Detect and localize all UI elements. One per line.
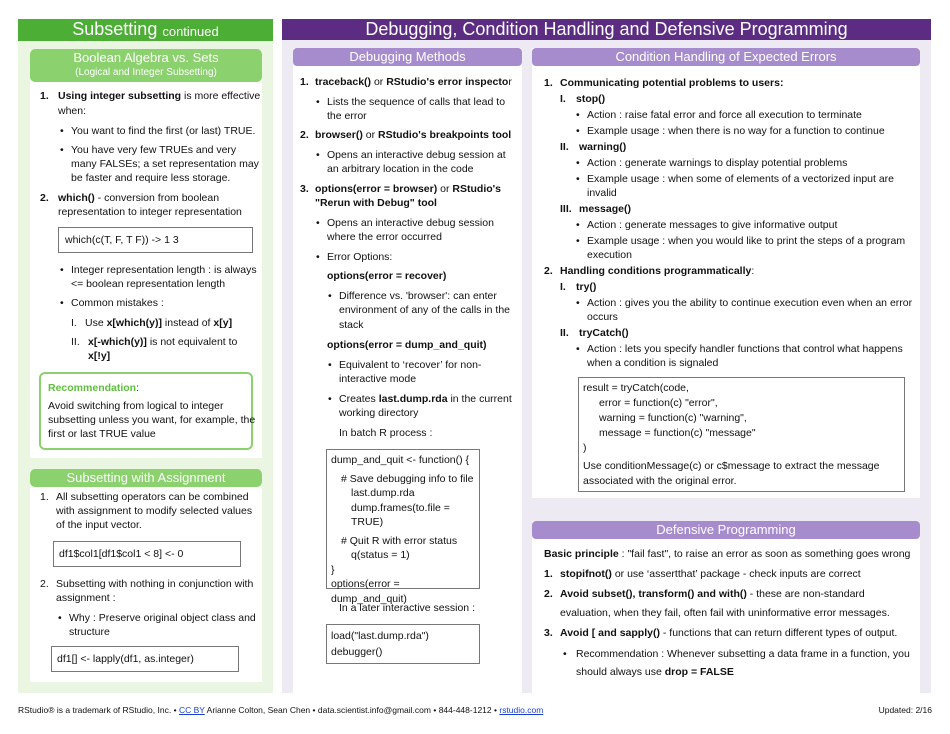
stop-bullet-2: Example usage : when there is no way for a function to continue	[587, 125, 885, 137]
recommendation-line-1: Avoid switching from logical to integer	[48, 400, 224, 412]
debug-item-2-bullet-l2: an arbitrary location in the code	[327, 163, 474, 175]
assign-item-2-l2: assignment :	[56, 592, 116, 604]
code-line: warning = function(c) "warning",	[599, 412, 747, 424]
bullet: •	[316, 149, 320, 161]
boolean-header-sub: (Logical and Integer Subsetting)	[75, 67, 217, 78]
message-num: III.	[560, 203, 572, 215]
option-recover-bullet: Difference vs. 'browser': can enter	[339, 290, 497, 302]
bullet: •	[60, 264, 64, 276]
dump-code-box	[326, 449, 480, 605]
recommendation-line-3: first or last TRUE value	[48, 428, 156, 440]
stop-num: I.	[560, 93, 566, 105]
bullet: •	[328, 359, 332, 371]
warning-bullet-2: Example usage : when some of elements of a vectorized input are	[587, 173, 895, 185]
bullet: •	[576, 173, 580, 185]
bullet: •	[576, 343, 580, 355]
debug-item-3-bullet-1: Opens an interactive debug session	[327, 217, 494, 229]
code-line: dump_and_quit <- function() {	[331, 454, 470, 466]
which-code-box	[58, 227, 253, 253]
assign-code-box-1: df1$col1[df1$col1 < 8] <- 0	[53, 541, 241, 567]
later-label: In a later interactive session :	[339, 602, 475, 614]
rstudio-link[interactable]: rstudio.com	[499, 705, 544, 715]
bullet: •	[576, 297, 580, 309]
cond-section-2: Handling conditions programmatically:	[560, 265, 755, 277]
defensive-item-1-num: 1.	[544, 568, 553, 580]
code-note-l2: associated with the original error.	[583, 475, 737, 487]
footer-updated: Updated: 2/16	[878, 705, 932, 715]
try-bullet-l2: occurs	[587, 311, 618, 323]
debug-item-1-bullet-l2: the error	[327, 110, 367, 122]
boolean-bullet-2-l2: many FALSEs; a set representation may	[71, 158, 259, 170]
mistake-2-num: II.	[71, 336, 80, 348]
footer-phone: 844-448-1212	[438, 705, 492, 715]
code-line: result = tryCatch(code,	[583, 382, 689, 394]
debug-item-2-num: 2.	[300, 129, 309, 141]
footer-authors: Arianne Colton, Sean Chen	[206, 705, 311, 715]
try-num: I.	[560, 281, 566, 293]
warning-heading: warning()	[579, 141, 627, 153]
debug-header: Debugging Methods	[293, 48, 522, 66]
debug-item-2-bullet: Opens an interactive debug session at	[327, 149, 506, 161]
recommendation-line-2: subsetting unless you want, for example, the	[48, 414, 256, 426]
debugging-title-bar	[282, 19, 931, 41]
option-dump-and-quit: options(error = dump_and_quit)	[327, 339, 487, 351]
cc-by-link[interactable]: CC BY	[178, 705, 205, 715]
bullet: •	[316, 96, 320, 108]
defensive-recommendation-l2: should always use drop = FALSE	[576, 666, 734, 678]
code-line: }	[331, 563, 335, 576]
boolean-header	[30, 49, 262, 82]
mistake-1-text: Use x[which(y)] instead of x[y]	[85, 317, 233, 329]
message-bullet-1: Action : generate messages to give informative output	[587, 219, 838, 231]
defensive-recommendation: Recommendation : Whenever subsetting a data frame in a function, you	[576, 648, 910, 660]
batch-label: In batch R process :	[339, 427, 433, 439]
defensive-item-3: Avoid [ and sapply() - functions that can return different types of output.	[560, 627, 898, 639]
footer	[18, 705, 543, 717]
code-line: debugger()	[331, 646, 383, 658]
bullet: •	[58, 612, 62, 624]
defensive-item-1: stopifnot() or use ‘assertthat’ package - check inputs are correct	[560, 568, 861, 580]
option-dump-bullet-2: Creates last.dump.rda in the current	[339, 393, 512, 405]
mistake-1-num: I.	[71, 317, 77, 329]
warning-bullet-2-l2: invalid	[587, 187, 617, 199]
assign-item-1: All subsetting operators can be combined	[56, 491, 249, 503]
debug-item-3-num: 3.	[300, 183, 309, 195]
option-dump-bullet-1-l2: interactive mode	[339, 373, 417, 385]
option-recover-bullet-l3: stack	[339, 319, 364, 331]
debug-item-3-bullet-1-l2: where the error occurred	[327, 231, 442, 243]
code-line: options(error = dump_and_quit)	[331, 578, 407, 605]
cond-section-2-num: 2.	[544, 265, 553, 277]
assign-item-2-num: 2.	[40, 578, 49, 590]
option-dump-bullet-2-l2: working directory	[339, 407, 419, 419]
defensive-header: Defensive Programming	[532, 521, 920, 539]
mistake-2-line2: x[!y]	[88, 350, 111, 362]
debug-item-3-l2: "Rerun with Debug" tool	[315, 197, 437, 209]
footer-separator: •	[433, 705, 437, 715]
stop-heading: stop()	[576, 93, 606, 105]
trycatch-heading: tryCatch()	[579, 327, 629, 339]
subsetting-title-sub: continued	[162, 23, 219, 39]
trycatch-bullet: Action : lets you specify handler functions that control what happens	[587, 343, 903, 355]
warning-bullet-1: Action : generate warnings to display potential problems	[587, 157, 848, 169]
code-line: last.dump.rda	[351, 487, 415, 499]
try-bullet: Action : gives you the ability to continue execution even when an error	[587, 297, 913, 309]
stop-bullet-1: Action : raise fatal error and force all execution to terminate	[587, 109, 862, 121]
cond-section-1: Communicating potential problems to users:	[560, 77, 784, 89]
assign-bullet-l2: structure	[69, 626, 110, 638]
subsetting-title-bar	[18, 19, 273, 41]
trycatch-code-box	[578, 377, 905, 492]
code-line: error = function(c) "error",	[599, 397, 718, 409]
boolean-item-2-text: which() - conversion from boolean	[58, 192, 220, 204]
code-line: # Save debugging info to file	[341, 472, 474, 485]
message-heading: message()	[579, 203, 631, 215]
condition-header: Condition Handling of Expected Errors	[532, 48, 920, 66]
code-line: dump.frames(to.file = TRUE)	[351, 501, 450, 528]
load-code-box	[326, 624, 480, 664]
boolean-bullet-4: Common mistakes :	[71, 297, 164, 309]
bullet: •	[60, 297, 64, 309]
assign-item-1-l2: with assignment to modify selected values	[56, 505, 253, 517]
trycatch-num: II.	[560, 327, 569, 339]
boolean-header-title: Boolean Algebra vs. Sets	[73, 50, 219, 65]
bullet: •	[576, 109, 580, 121]
defensive-item-3-num: 3.	[544, 627, 553, 639]
boolean-item-2-num: 2.	[40, 192, 49, 204]
bullet: •	[576, 157, 580, 169]
bullet: •	[576, 219, 580, 231]
bullet: •	[60, 144, 64, 156]
which-code: which(c(T, F, T F)) -> 1 3	[65, 234, 179, 246]
debug-item-1-num: 1.	[300, 76, 309, 88]
try-heading: try()	[576, 281, 597, 293]
bullet: •	[316, 217, 320, 229]
bullet: •	[576, 125, 580, 137]
assign-item-1-num: 1.	[40, 491, 49, 503]
code-note: Use conditionMessage(c) or c$message to extract the message	[583, 460, 880, 472]
code-line: q(status = 1)	[351, 549, 410, 561]
option-dump-bullet-1: Equivalent to ‘recover’ for non-	[339, 359, 482, 371]
cond-section-1-num: 1.	[544, 77, 553, 89]
footer-separator: •	[494, 705, 497, 715]
boolean-item-1-text: Using integer subsetting is more effective	[58, 90, 261, 102]
bullet: •	[563, 648, 567, 660]
debug-item-1: traceback() or RStudio's error inspector	[315, 76, 512, 88]
bullet: •	[328, 290, 332, 302]
footer-trademark: RStudio® is a trademark of RStudio, Inc.	[18, 705, 172, 715]
debug-item-1-bullet: Lists the sequence of calls that lead to	[327, 96, 506, 108]
assign-code-box-2: df1[] <- lapply(df1, as.integer)	[51, 646, 239, 672]
assignment-header: Subsetting with Assignment	[30, 469, 262, 487]
boolean-item-1-line2: when:	[58, 105, 87, 117]
footer-separator: •	[173, 705, 177, 715]
boolean-bullet-3: Integer representation length : is always	[71, 264, 257, 276]
boolean-item-1: 1.	[40, 90, 49, 102]
defensive-item-2-l2: evaluation, when they fail, often fail with uninformative error messages.	[560, 607, 890, 619]
option-recover: options(error = recover)	[327, 270, 447, 282]
debugging-title: Debugging, Condition Handling and Defensive Programming	[365, 19, 848, 40]
subsetting-title: Subsetting	[72, 19, 158, 40]
assign-bullet: Why : Preserve original object class and	[69, 612, 256, 624]
assign-item-2: Subsetting with nothing in conjunction with	[56, 578, 254, 590]
boolean-bullet-1: You want to find the first (or last) TRUE.	[71, 125, 256, 137]
debug-item-3: options(error = browser) or RStudio's	[315, 183, 501, 195]
code-line: message = function(c) "message"	[599, 427, 756, 439]
bullet: •	[328, 393, 332, 405]
message-bullet-2-l2: execution	[587, 249, 632, 261]
code-line: # Quit R with error status	[341, 534, 458, 547]
mistake-2-text: x[-which(y)] is not equivalent to	[88, 336, 238, 348]
message-bullet-2: Example usage : when you would like to print the steps of a program	[587, 235, 906, 247]
code-line: load("last.dump.rda")	[331, 630, 429, 642]
footer-separator: •	[312, 705, 316, 715]
bullet: •	[576, 235, 580, 247]
boolean-bullet-2: You have very few TRUEs and very	[71, 144, 237, 156]
recommendation-title: Recommendation:	[48, 382, 140, 394]
defensive-basic: Basic principle : "fail fast", to raise an error as soon as something goes wrong	[544, 548, 911, 560]
assign-item-1-l3: of the input vector.	[56, 519, 142, 531]
warning-num: II.	[560, 141, 569, 153]
debug-item-2: browser() or RStudio's breakpoints tool	[315, 129, 512, 141]
option-recover-bullet-l2: environment of any of the calls in the	[339, 304, 511, 316]
footer-email: data.scientist.info@gmail.com	[317, 705, 431, 715]
defensive-item-2: Avoid subset(), transform() and with() - these are non-standard	[560, 588, 865, 600]
trycatch-bullet-l2: when a condition is signaled	[587, 357, 719, 369]
debug-item-3-bullet-2: Error Options:	[327, 251, 393, 263]
bullet: •	[60, 125, 64, 137]
boolean-bullet-3-l2: <= boolean representation length	[71, 278, 226, 290]
defensive-item-2-num: 2.	[544, 588, 553, 600]
bullet: •	[316, 251, 320, 263]
code-line: )	[583, 442, 587, 454]
boolean-bullet-2-l3: be faster and require less storage.	[71, 172, 231, 184]
boolean-item-2-line2: representation to integer representation	[58, 206, 242, 218]
